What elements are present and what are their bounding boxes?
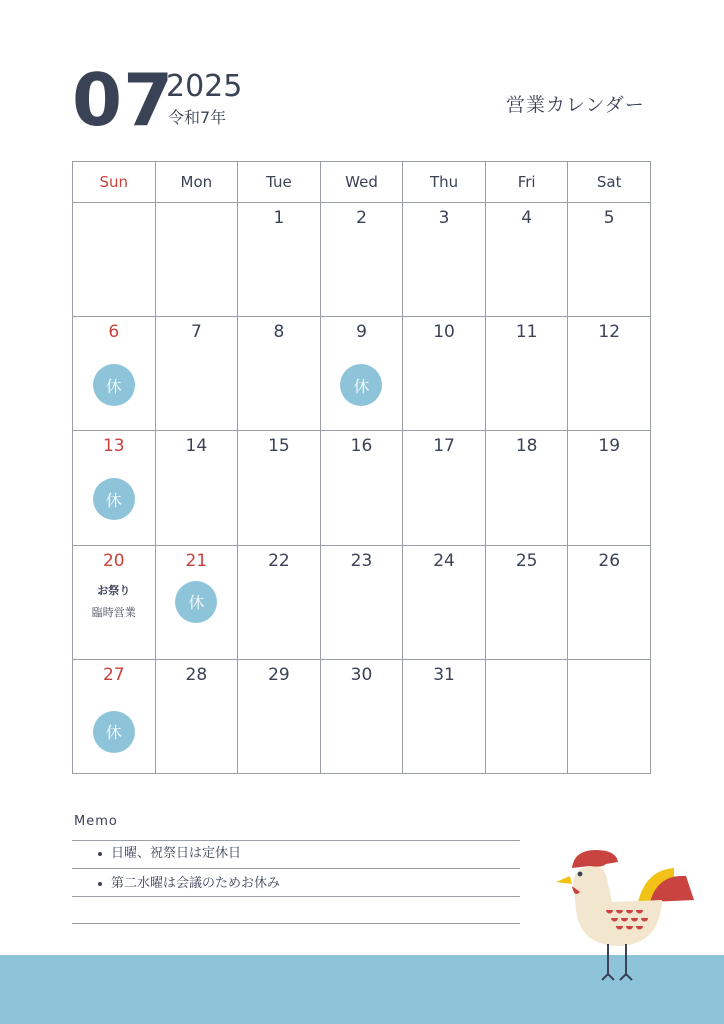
weekday-header: Tue	[238, 162, 321, 203]
day-cell	[403, 317, 486, 431]
day-number: 8	[273, 322, 285, 343]
weekday-header: Wed	[321, 162, 404, 203]
weekday-header: Sat	[568, 162, 651, 203]
day-cell	[403, 546, 486, 660]
day-cell	[568, 546, 651, 660]
weekday-header: Sun	[73, 162, 156, 203]
holiday-badge: 休	[175, 581, 217, 623]
day-number: 30	[350, 664, 373, 685]
day-number: 15	[268, 436, 290, 457]
day-cell	[321, 203, 404, 317]
day-cell	[321, 546, 404, 660]
memo-line	[72, 840, 520, 841]
day-number: 5	[603, 208, 615, 228]
memo-label: Memo	[74, 814, 118, 829]
day-cell	[156, 317, 239, 431]
day-number: 19	[598, 436, 621, 457]
day-number: 22	[268, 550, 290, 571]
day-number: 25	[515, 550, 538, 571]
day-number: 26	[598, 550, 621, 571]
event-subtitle: 臨時営業	[91, 605, 136, 619]
day-cell	[568, 317, 651, 431]
day-cell	[238, 317, 321, 431]
day-cell	[403, 431, 486, 545]
month-number: 07	[72, 58, 175, 142]
day-cell	[321, 431, 404, 545]
day-cell	[156, 660, 239, 774]
empty-day-cell	[486, 660, 569, 774]
day-cell	[156, 546, 239, 660]
day-number: 20	[102, 550, 125, 571]
holiday-badge: 休	[93, 711, 135, 753]
holiday-badge: 休	[340, 364, 382, 406]
day-cell	[486, 546, 569, 660]
day-number: 7	[190, 322, 202, 343]
event-title: お祭り	[97, 583, 131, 597]
empty-day-cell	[73, 203, 156, 317]
memo-item: 日曜、祝祭日は定休日	[98, 845, 241, 863]
day-cell	[238, 546, 321, 660]
holiday-badge: 休	[93, 364, 135, 406]
memo-item: 第二水曜は会議のためお休み	[98, 875, 280, 893]
weekday-header: Thu	[403, 162, 486, 203]
day-number: 31	[433, 664, 455, 685]
calendar-title: 営業カレンダー	[506, 94, 645, 116]
era-year: 令和7年	[168, 108, 227, 127]
day-number: 6	[108, 322, 120, 343]
day-number: 24	[433, 550, 455, 571]
weekday-header: Mon	[156, 162, 239, 203]
day-number: 2	[356, 208, 367, 228]
holiday-badge: 休	[93, 478, 135, 520]
day-cell	[486, 203, 569, 317]
day-number: 29	[268, 664, 290, 685]
memo-line	[72, 923, 520, 924]
memo-line	[72, 896, 520, 897]
day-number: 10	[433, 322, 455, 343]
weekday-header: Fri	[486, 162, 569, 203]
day-cell	[321, 317, 404, 431]
day-cell	[486, 317, 569, 431]
day-cell	[403, 203, 486, 317]
rooster-icon	[550, 840, 700, 985]
day-number: 4	[521, 208, 533, 228]
day-number: 11	[515, 322, 538, 343]
day-cell	[73, 546, 156, 660]
day-cell	[238, 203, 321, 317]
day-cell	[238, 660, 321, 774]
day-number: 14	[185, 436, 208, 457]
day-cell	[321, 660, 404, 774]
day-number: 12	[598, 322, 621, 343]
day-number: 1	[273, 208, 285, 228]
day-number: 18	[515, 436, 538, 457]
empty-day-cell	[568, 660, 651, 774]
day-cell	[403, 660, 486, 774]
day-cell	[238, 431, 321, 545]
day-cell	[568, 203, 651, 317]
day-cell	[73, 660, 156, 774]
memo-line	[72, 868, 520, 869]
day-number: 23	[350, 550, 373, 571]
day-cell	[73, 431, 156, 545]
day-number: 13	[102, 436, 125, 457]
year: 2025	[166, 69, 243, 104]
day-cell	[486, 431, 569, 545]
day-number: 9	[356, 322, 367, 343]
day-cell	[568, 431, 651, 545]
day-number: 28	[185, 664, 208, 685]
empty-day-cell	[156, 203, 239, 317]
day-number: 16	[350, 436, 373, 457]
calendar-grid	[72, 161, 651, 774]
day-number: 27	[102, 664, 125, 685]
day-cell	[156, 431, 239, 545]
day-number: 17	[433, 436, 455, 457]
day-number: 3	[438, 208, 450, 228]
day-cell	[73, 317, 156, 431]
day-number: 21	[185, 550, 208, 571]
